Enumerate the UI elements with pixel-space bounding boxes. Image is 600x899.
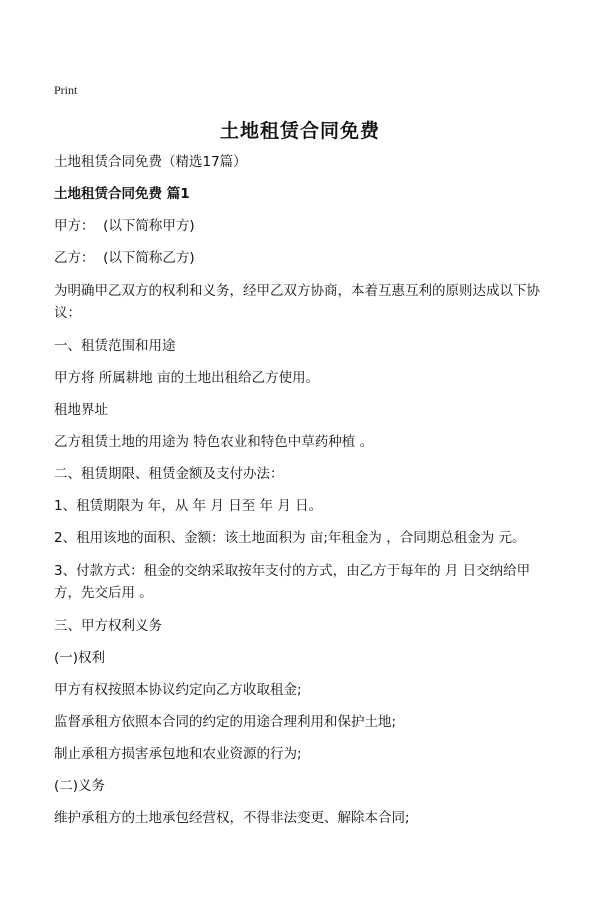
print-label: Print xyxy=(54,83,78,97)
clause-text: 维护承租方的土地承包经营权，不得非法变更、解除本合同; xyxy=(54,810,410,826)
section-heading: 土地租赁合同免费 篇1 xyxy=(54,186,190,202)
clause-heading-1: 一、租赁范围和用途 xyxy=(54,338,176,354)
document-body xyxy=(54,152,554,840)
clause-heading-3: 三、甲方权利义务 xyxy=(54,618,162,634)
clause-text: 租地界址 xyxy=(54,402,108,418)
clause-text: 甲方将 所属耕地 亩的土地出租给乙方使用。 xyxy=(54,370,320,386)
clause-heading-2: 二、租赁期限、租赁金额及支付办法： xyxy=(54,466,284,482)
party-a-line: 甲方： (以下简称甲方) xyxy=(54,218,195,234)
clause-text: 制止承租方损害承包地和农业资源的行为; xyxy=(54,746,302,762)
clause-text: 乙方租赁土地的用途为 特色农业和特色中草药种植 。 xyxy=(54,434,374,450)
clause-text: 2、租用该地的面积、金额：该土地面积为 亩;年租金为 ，合同期总租金为 元。 xyxy=(54,530,526,546)
sub-heading-duties: (二)义务 xyxy=(54,778,106,794)
clause-text: 1、租赁期限为 年，从 年 月 日至 年 月 日。 xyxy=(54,498,323,514)
clause-text: 监督承租方依照本合同的约定的用途合理利用和保护土地; xyxy=(54,714,397,730)
clause-text: 甲方有权按照本协议约定向乙方收取租金; xyxy=(54,682,302,698)
sub-heading-rights: (一)权利 xyxy=(54,650,106,666)
preamble-paragraph: 为明确甲乙双方的权利和义务，经甲乙双方协商，本着互惠互利的原则达成以下协议： xyxy=(54,283,540,321)
party-b-line: 乙方： (以下简称乙方) xyxy=(54,250,195,266)
clause-text: 3、付款方式：租金的交纳采取按年支付的方式，由乙方于每年的 月 日交纳给甲方，先交后用 。 xyxy=(54,563,531,601)
document-title: 土地租赁合同免费 xyxy=(219,120,380,142)
subtitle: 土地租赁合同免费（精选17篇） xyxy=(54,154,247,170)
